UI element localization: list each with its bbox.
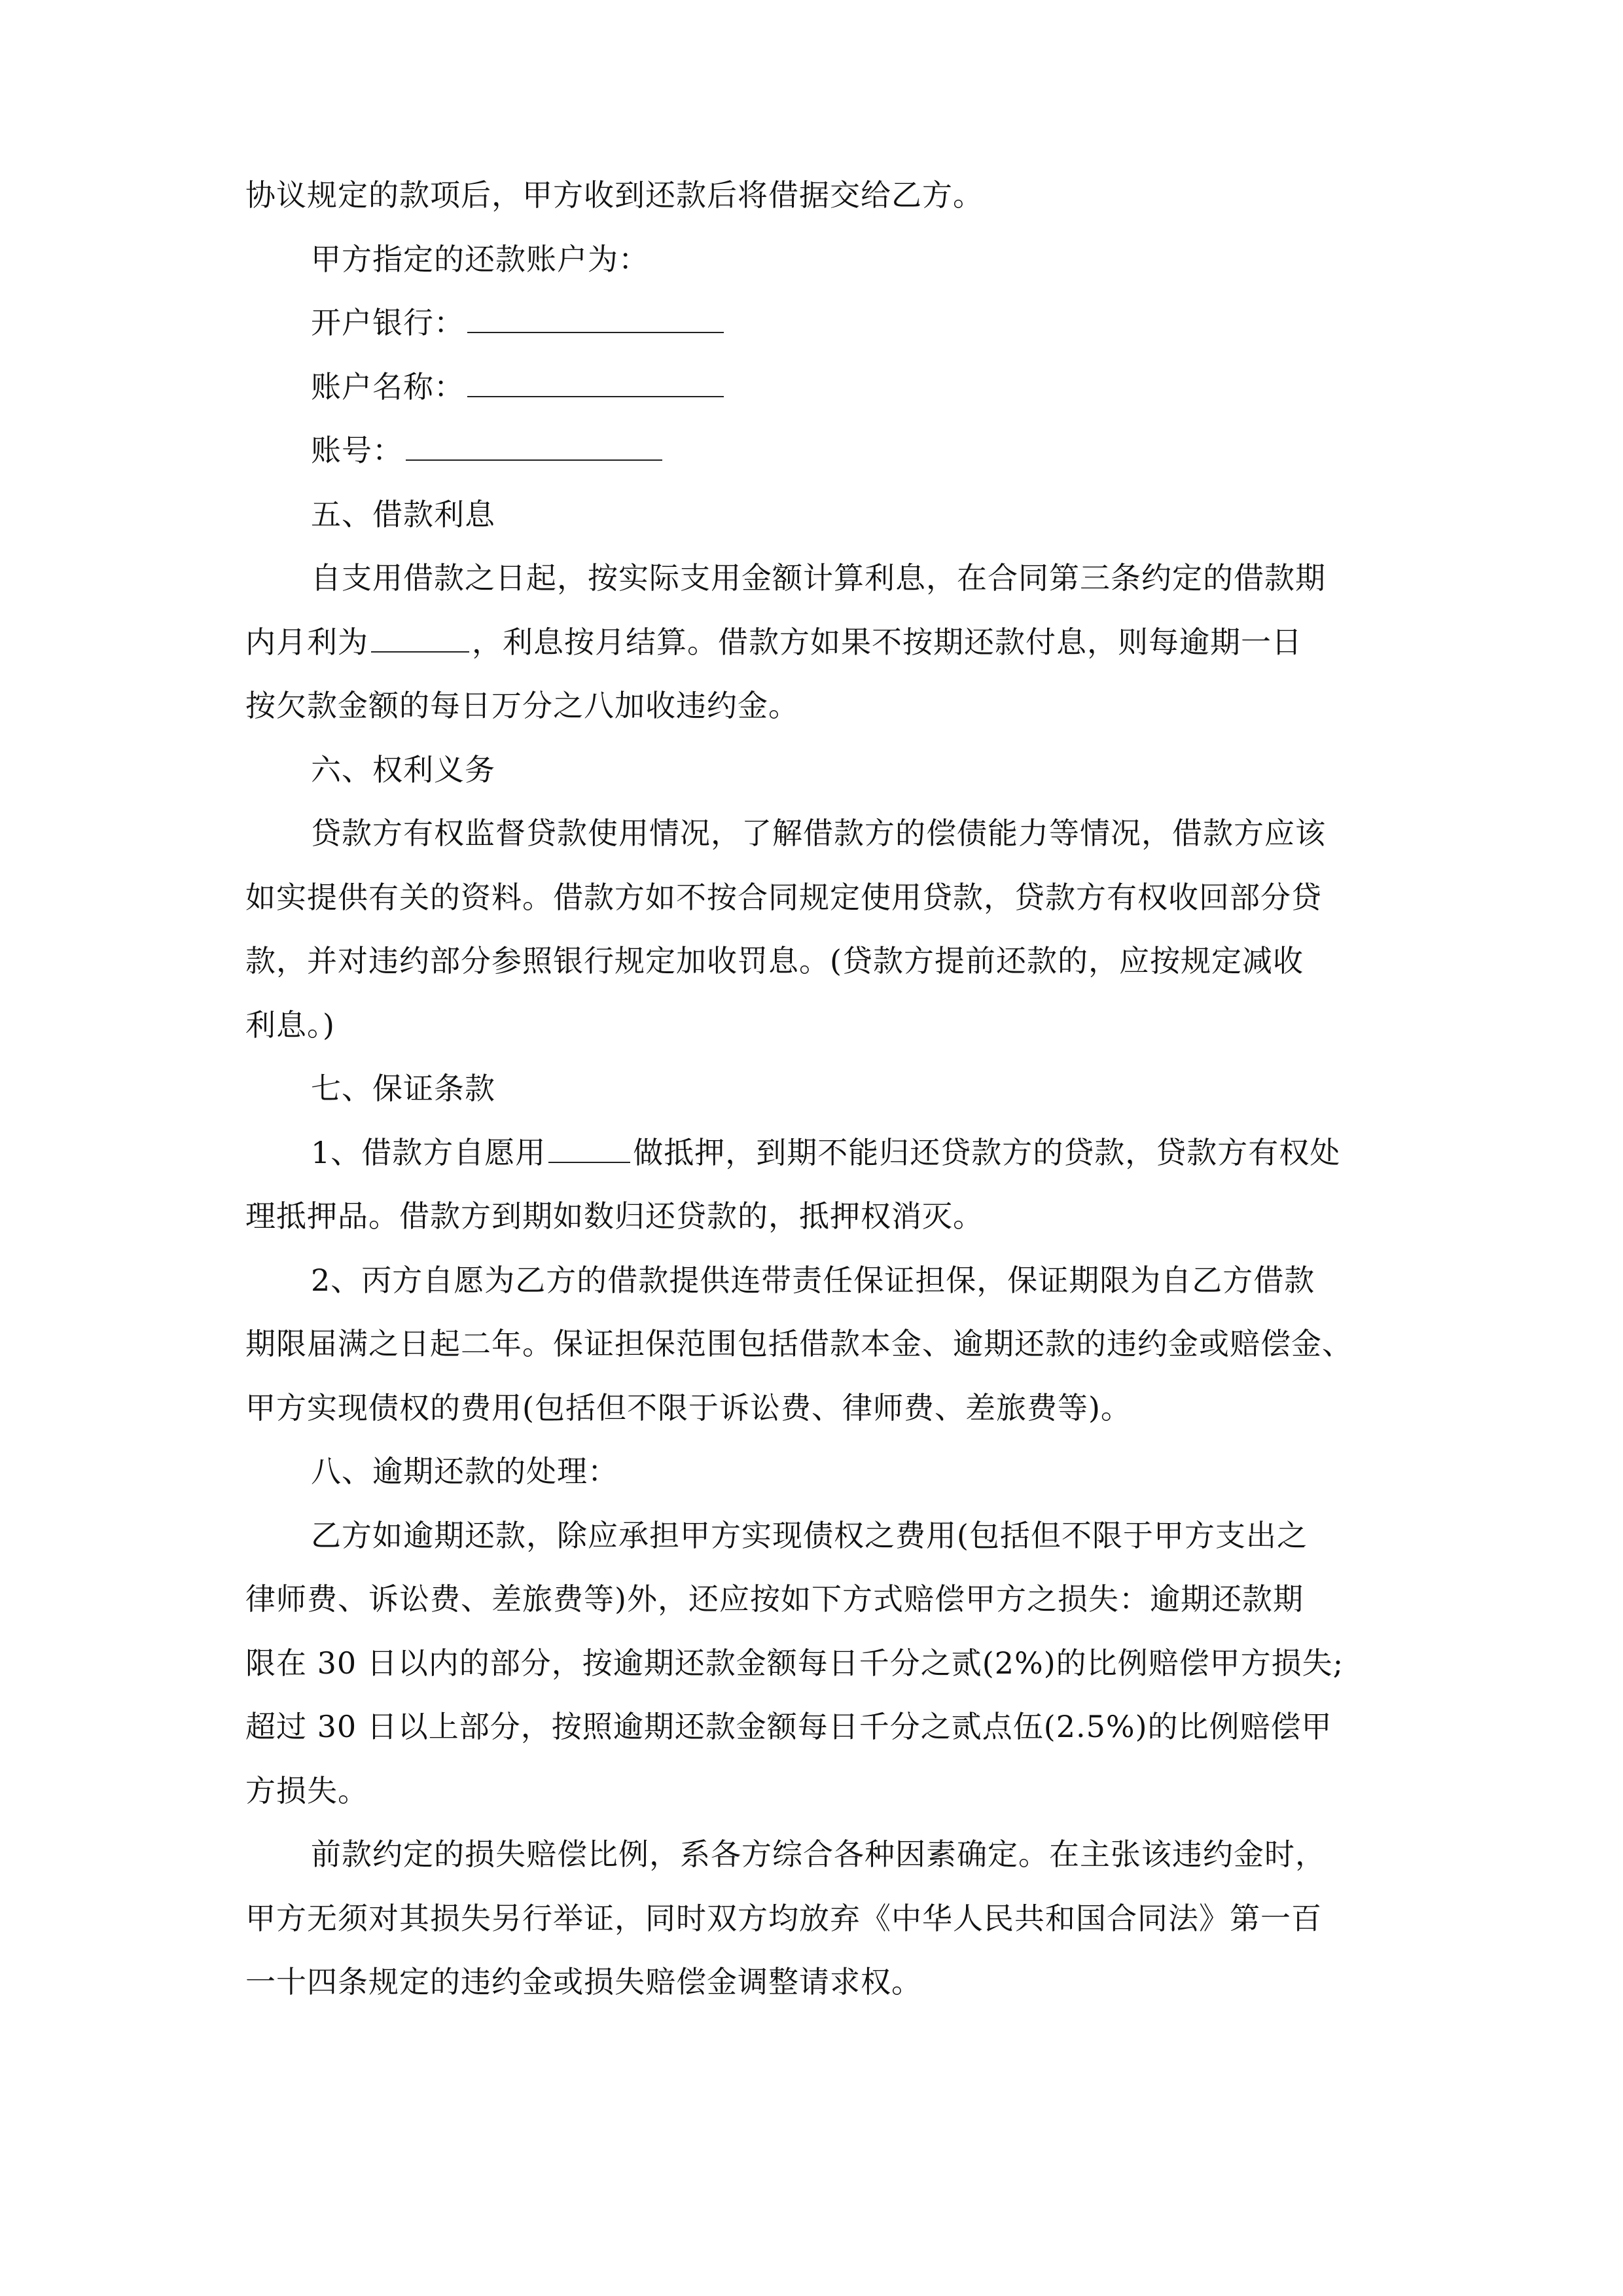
paragraph-line: 限在 30 日以内的部分，按逾期还款金额每日千分之贰(2%)的比例赔偿甲方损失;	[245, 1645, 1344, 1681]
bank-label: 开户银行：	[311, 305, 465, 340]
collateral-label: 1、借款方自愿用	[311, 1134, 546, 1170]
interest-rate-text: ，利息按月结算。借款方如果不按期还款付息，则每逾期一日	[472, 624, 1302, 660]
paragraph-line: 协议规定的款项后，甲方收到还款后将借据交给乙方。	[245, 177, 984, 213]
section-heading-overdue: 八、逾期还款的处理：	[311, 1454, 618, 1489]
interest-rate-label: 内月利为	[245, 624, 368, 660]
paragraph-line: 如实提供有关的资料。借款方如不按合同规定使用贷款，贷款方有权收回部分贷	[245, 879, 1322, 915]
paragraph-line: 律师费、诉讼费、差旅费等)外，还应按如下方式赔偿甲方之损失：逾期还款期	[245, 1581, 1304, 1617]
paragraph-line: 款，并对违约部分参照银行规定加收罚息。(贷款方提前还款的，应按规定减收	[245, 943, 1304, 978]
bank-blank[interactable]	[467, 303, 724, 333]
paragraph-line: 方损失。	[245, 1772, 368, 1808]
paragraph-line: 乙方如逾期还款，除应承担甲方实现债权之费用(包括但不限于甲方支出之	[311, 1517, 1308, 1553]
account-name-row	[245, 355, 1384, 420]
paragraph-line: 利息。)	[245, 1007, 335, 1043]
account-name-blank[interactable]	[467, 367, 724, 397]
paragraph-line: 前款约定的损失赔偿比例，系各方综合各种因素确定。在主张该违约金时，	[311, 1837, 1326, 1872]
paragraph-line: 甲方实现债权的费用(包括但不限于诉讼费、律师费、差旅费等)。	[245, 1390, 1132, 1426]
collateral-blank[interactable]	[548, 1133, 630, 1163]
account-number-blank[interactable]	[406, 431, 662, 461]
paragraph-line: 按欠款金额的每日万分之八加收违约金。	[245, 688, 799, 723]
collateral-text: 做抵押，到期不能归还贷款方的贷款，贷款方有权处	[633, 1134, 1341, 1170]
paragraph-line: 自支用借款之日起，按实际支用金额计算利息，在合同第三条约定的借款期	[311, 560, 1326, 596]
interest-rate-row	[245, 611, 1384, 675]
contract-body	[245, 164, 1384, 2015]
paragraph-line: 一十四条规定的违约金或损失赔偿金调整请求权。	[245, 1964, 922, 2000]
section-heading-guarantee: 七、保证条款	[311, 1071, 495, 1106]
paragraph-line: 期限届满之日起二年。保证担保范围包括借款本金、逾期还款的违约金或赔偿金、	[245, 1326, 1353, 1361]
repayment-account-heading: 甲方指定的还款账户为：	[311, 241, 649, 277]
bank-field-row	[245, 291, 1384, 355]
account-name-label: 账户名称：	[311, 368, 465, 404]
account-number-row	[245, 419, 1384, 483]
paragraph-line: 理抵押品。借款方到期如数归还贷款的，抵押权消灭。	[245, 1198, 984, 1234]
section-heading-rights: 六、权利义务	[311, 751, 495, 787]
section-heading-interest: 五、借款利息	[311, 496, 495, 532]
paragraph-line: 甲方无须对其损失另行举证，同时双方均放弃《中华人民共和国合同法》第一百	[245, 1900, 1322, 1936]
interest-rate-blank[interactable]	[371, 622, 469, 653]
paragraph-line: 2、丙方自愿为乙方的借款提供连带责任保证担保，保证期限为自乙方借款	[311, 1262, 1315, 1298]
paragraph-line: 超过 30 日以上部分，按照逾期还款金额每日千分之贰点伍(2.5%)的比例赔偿甲	[245, 1709, 1332, 1744]
account-number-label: 账号：	[311, 433, 403, 468]
collateral-row	[245, 1121, 1384, 1185]
paragraph-line: 贷款方有权监督贷款使用情况，了解借款方的偿债能力等情况，借款方应该	[311, 816, 1326, 851]
